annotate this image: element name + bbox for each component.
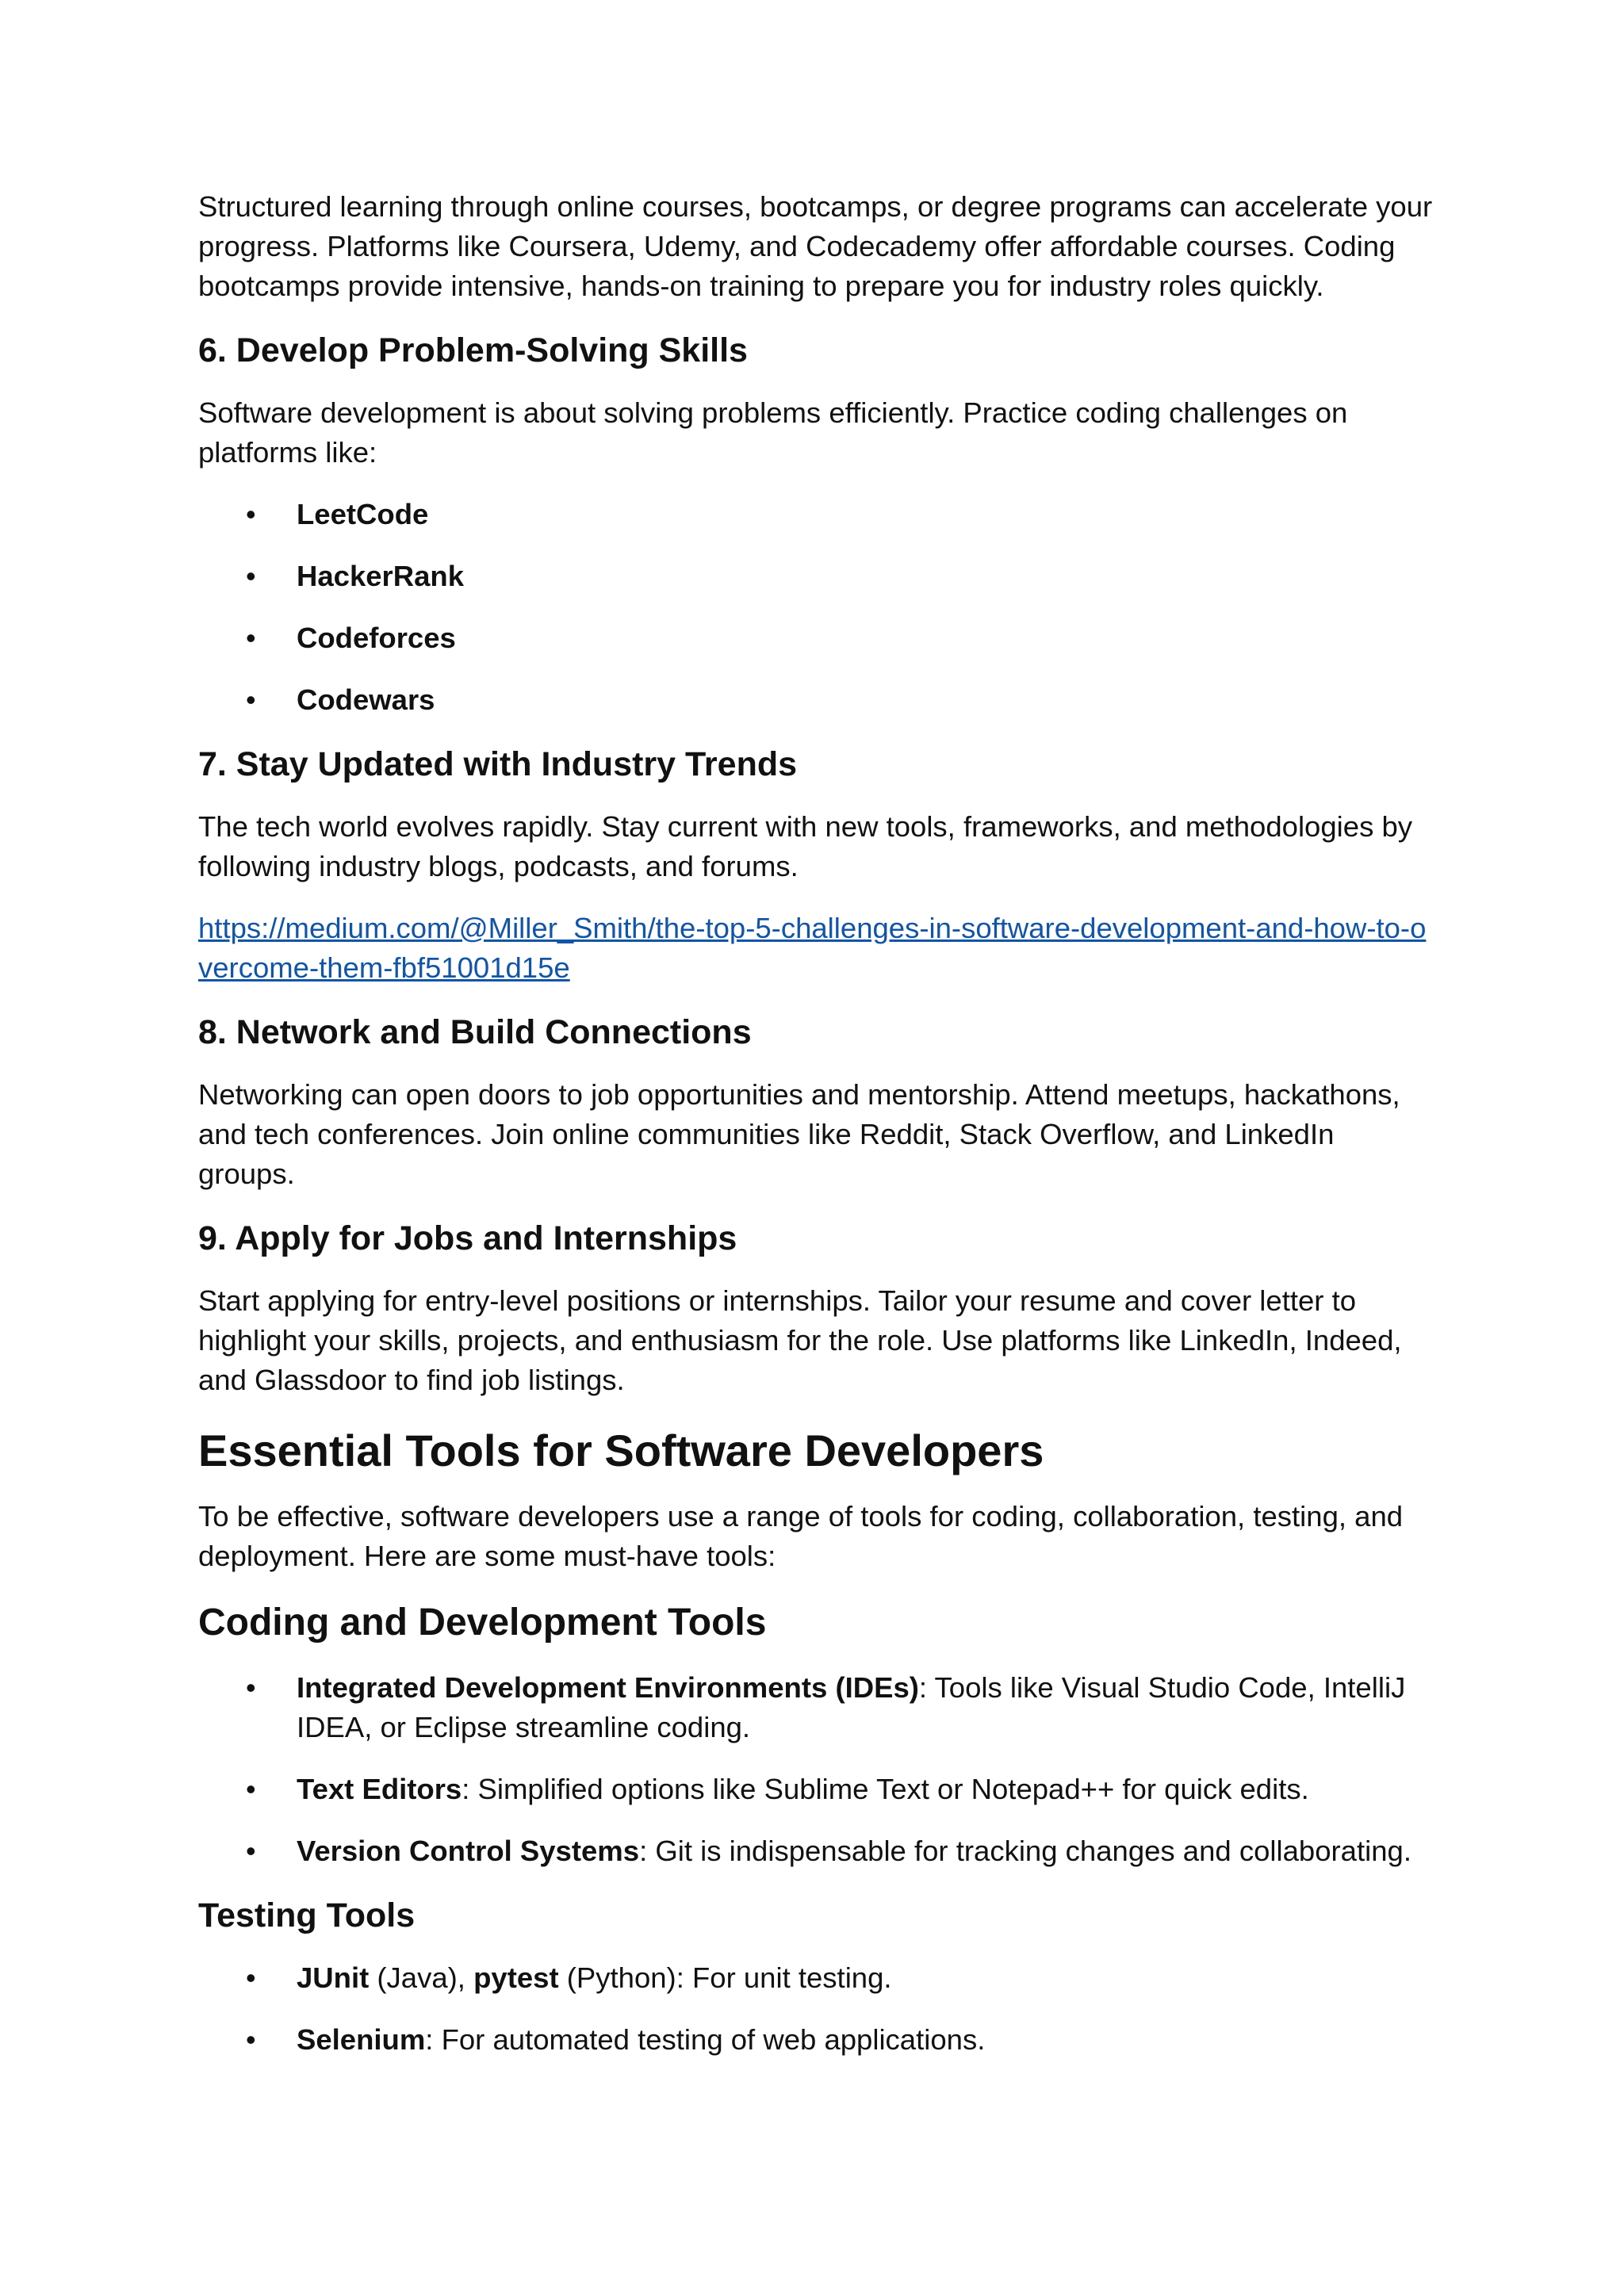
list-item-label: LeetCode [297, 498, 429, 530]
medium-article-link[interactable]: https://medium.com/@Miller_Smith/the-top-5-challenges-in-software-development-and-how-to-overcome-them-fbf51001d15e [198, 912, 1427, 984]
section9-heading: 9. Apply for Jobs and Internships [198, 1219, 737, 1257]
list-item-label: Codeforces [297, 622, 456, 654]
bullet-icon: • [246, 498, 256, 530]
list-item [198, 1668, 1435, 1747]
list-item-term: Integrated Development Environments (IDEs) [297, 1671, 919, 1704]
list-item-desc: : Tools like Visual Studio Code, IntelliJ IDEA, or Eclipse streamline coding. [297, 1671, 1406, 1743]
bullet-icon: • [246, 1961, 256, 1994]
list-item-desc: : Simplified options like Sublime Text or Notepad++ for quick edits. [462, 1773, 1309, 1805]
list-item-text: (Java), [369, 1961, 474, 1994]
section7-heading: 7. Stay Updated with Industry Trends [198, 745, 798, 783]
section8-paragraph: Networking can open doors to job opportunities and mentorship. Attend meetups, hackathons, and tech conferences. Join online communities like Reddit, Stack Overflow, and LinkedIn groups. [198, 1078, 1400, 1190]
list-item [198, 495, 1435, 534]
list-item-term: JUnit [297, 1961, 370, 1994]
bullet-icon: • [246, 683, 256, 716]
intro-paragraph: Structured learning through online courses, bootcamps, or degree programs can accelerate your progress. Platforms like Coursera, Udemy, and Codecademy offer affordable courses. Coding bootcamps provide intensive, hands-on training to prepare you for industry roles quickly. [198, 190, 1433, 302]
bullet-icon: • [246, 2023, 256, 2056]
section8-heading: 8. Network and Build Connections [198, 1013, 752, 1051]
list-item-term: Selenium [297, 2023, 426, 2056]
testing-tools-heading: Testing Tools [198, 1896, 416, 1934]
bullet-icon: • [246, 560, 256, 592]
bullet-icon: • [246, 1671, 256, 1704]
section9-paragraph: Start applying for entry-level positions or internships. Tailor your resume and cover letter to highlight your skills, projects, and enthusiasm for the role. Use platforms like LinkedIn, Indeed, and Glassdoor to find job listings. [198, 1284, 1402, 1396]
list-item [198, 1770, 1435, 1809]
list-item-desc: (Python): For unit testing. [558, 1961, 892, 1994]
list-item-desc: : For automated testing of web applications. [425, 2023, 986, 2056]
list-item-label: Codewars [297, 683, 435, 716]
list-item [198, 680, 1435, 720]
coding-tools-list [198, 1668, 1435, 1871]
list-item [198, 1958, 1435, 1998]
list-item [198, 618, 1435, 658]
bullet-icon: • [246, 1835, 256, 1867]
section6-heading: 6. Develop Problem-Solving Skills [198, 331, 748, 369]
coding-tools-heading: Coding and Development Tools [198, 1601, 767, 1644]
link-paragraph [198, 909, 1435, 988]
testing-tools-list [198, 1958, 1435, 2060]
tools-paragraph: To be effective, software developers use a range of tools for coding, collaboration, testing, and deployment. Here are some must-have tools: [198, 1500, 1404, 1572]
list-item-term: Text Editors [297, 1773, 462, 1805]
document-page [198, 187, 1435, 2082]
bullet-icon: • [246, 622, 256, 654]
list-item-term: Version Control Systems [297, 1835, 640, 1867]
list-item-label: HackerRank [297, 560, 465, 592]
section7-paragraph: The tech world evolves rapidly. Stay current with new tools, frameworks, and methodologies by following industry blogs, podcasts, and forums. [198, 810, 1413, 882]
list-item [198, 557, 1435, 596]
section6-paragraph: Software development is about solving problems efficiently. Practice coding challenges on platforms like: [198, 396, 1348, 469]
list-item [198, 2020, 1435, 2060]
list-item-desc: : Git is indispensable for tracking changes and collaborating. [639, 1835, 1411, 1867]
bullet-icon: • [246, 1773, 256, 1805]
tools-heading: Essential Tools for Software Developers [198, 1425, 1044, 1475]
list-item-term: pytest [473, 1961, 559, 1994]
list-item [198, 1831, 1435, 1871]
coding-platforms-list [198, 495, 1435, 720]
